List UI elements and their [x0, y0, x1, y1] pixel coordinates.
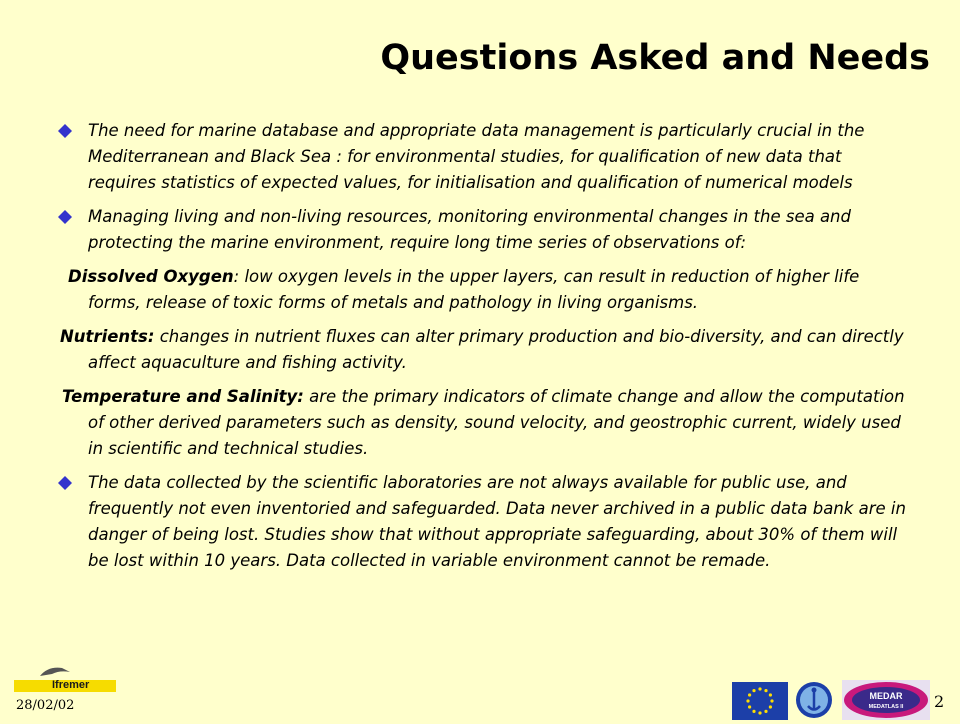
ifremer-wave-icon: [40, 666, 70, 680]
bullet-item: [54, 204, 914, 256]
slide-content: [54, 118, 914, 582]
bullet-item: [54, 118, 914, 196]
subitem-text: are the primary indicators of climate change and allow the computation of other derived parameters such as density, sound velocity, and geostrophic current, widely used in scientific and technical studies.: [88, 387, 905, 458]
slide-title: Questions Asked and Needs: [380, 38, 930, 78]
subitem-term: Temperature and Salinity:: [62, 387, 304, 406]
diamond-bullet-icon: [58, 210, 72, 224]
ifremer-label: Ifremer: [52, 679, 90, 691]
subitem-text: changes in nutrient fluxes can alter primary production and bio-diversity, and can directly affect aquaculture and fishing activity.: [88, 327, 904, 372]
subitem-temperature-salinity: [54, 384, 914, 462]
subitem-dissolved-oxygen: [54, 264, 914, 316]
bullet-item: [54, 470, 914, 574]
bullet-text: The need for marine database and appropriate data management is particularly crucial in the Mediterranean and Black Sea : for environmental studies, for qualification of new data that requires statistics of expected values, for initialisation and qualification of numerical models: [88, 121, 865, 192]
ifremer-logo: [14, 666, 116, 692]
diamond-bullet-icon: [58, 124, 72, 138]
diamond-bullet-icon: [58, 476, 72, 490]
bullet-text: The data collected by the scientific laboratories are not always available for public use, and frequently not even inventoried and safeguarded. Data never archived in a public data bank are in danger of being lost. Studies show that without appropriate safeguarding, about 30% of them will be lost within 10 years. Data collected in variable environment cannot be remade.: [88, 473, 906, 570]
page-number: 2: [934, 692, 945, 711]
ioc-logo: [794, 680, 834, 720]
eu-stars-icon: [732, 682, 788, 720]
slide-date: 28/02/02: [16, 698, 75, 713]
bullet-text: Managing living and non-living resources, monitoring environmental changes in the sea and protecting the marine environment, require long time series of observations of:: [88, 207, 851, 252]
subitem-nutrients: [54, 324, 914, 376]
subitem-term: Nutrients:: [60, 327, 155, 346]
medar-label: MEDAR: [869, 691, 903, 701]
subitem-term: Dissolved Oxygen: [68, 267, 234, 286]
subitem-text: : low oxygen levels in the upper layers, can result in reduction of higher life forms, release of toxic forms of metals and pathology in living organisms.: [88, 267, 860, 312]
medar-logo: [842, 680, 930, 720]
eu-flag-logo: [732, 682, 788, 720]
medatlas-label: MEDATLAS II: [868, 704, 904, 710]
